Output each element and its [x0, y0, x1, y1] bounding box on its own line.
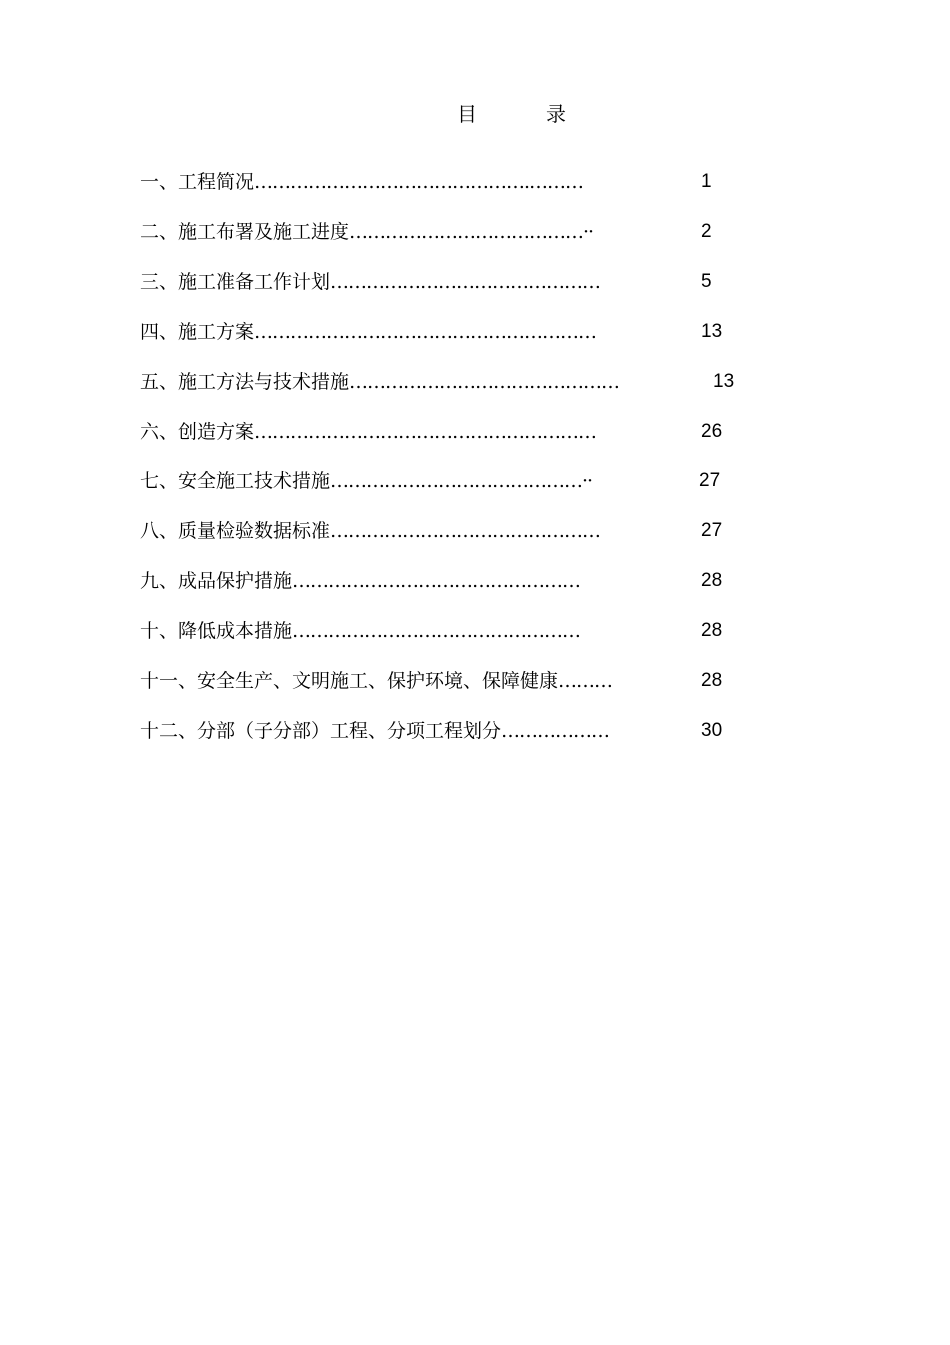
toc-entry-label: 十二、分部（子分部）工程、分项工程划分	[140, 720, 502, 742]
toc-entry-page: 30	[701, 720, 723, 741]
toc-entry-page: 13	[713, 371, 735, 392]
toc-entry-label: 九、成品保护措施	[140, 570, 293, 592]
toc-entry-page: 27	[701, 520, 723, 541]
toc-leader-dots: ………………………………………	[330, 520, 601, 542]
toc-title-char-2: 录	[546, 102, 566, 126]
toc-entry-label: 八、质量检验数据标准	[140, 520, 331, 542]
toc-entry-label: 七、安全施工技术措施	[140, 470, 331, 492]
toc-entry-label: 五、施工方法与技术措施	[140, 371, 350, 393]
toc-entry-label: 六、创造方案	[140, 421, 255, 443]
toc-entry-page: 28	[701, 670, 723, 691]
toc-leader-dots: …………………………………………………	[254, 321, 597, 343]
toc-entry-label: 四、施工方案	[140, 321, 255, 343]
toc-leader-dots: ………………	[501, 720, 610, 742]
toc-entry-page: 13	[701, 321, 723, 342]
toc-entry-page: 1	[701, 171, 712, 192]
toc-leader-dots: …………………………………………………	[254, 421, 597, 443]
toc-entry-page: 28	[701, 570, 723, 591]
toc-leader-dots: …………………………………………	[292, 620, 581, 642]
toc-entry-label: 一、工程简况	[140, 171, 255, 193]
toc-entry-page: 28	[701, 620, 723, 641]
toc-leader-dots: ………	[558, 670, 613, 692]
toc-leader-dots: …………………………………··	[349, 221, 594, 243]
toc-leader-dots: ………………………………………	[349, 371, 620, 393]
toc-title	[0, 100, 950, 128]
toc-leader-dots: ……………………………………··	[330, 470, 593, 492]
toc-leader-dots: …………………………………………	[292, 570, 581, 592]
toc-entry-label: 十、降低成本措施	[140, 620, 293, 642]
toc-leader-dots: ………………………………………	[330, 271, 601, 293]
toc-entry-page: 2	[701, 221, 712, 242]
toc-entry-label: 二、施工布署及施工进度	[140, 221, 350, 243]
toc-leader-dots: ……………………………………….………	[254, 171, 584, 193]
toc-entry-page: 27	[699, 470, 721, 491]
toc-title-char-1: 目	[457, 102, 477, 126]
toc-entry-label: 三、施工准备工作计划	[140, 271, 331, 293]
toc-entry-page: 5	[701, 271, 712, 292]
toc-entry-page: 26	[701, 421, 723, 442]
toc-entry-label: 十一、安全生产、文明施工、保护环境、保障健康	[140, 670, 559, 692]
